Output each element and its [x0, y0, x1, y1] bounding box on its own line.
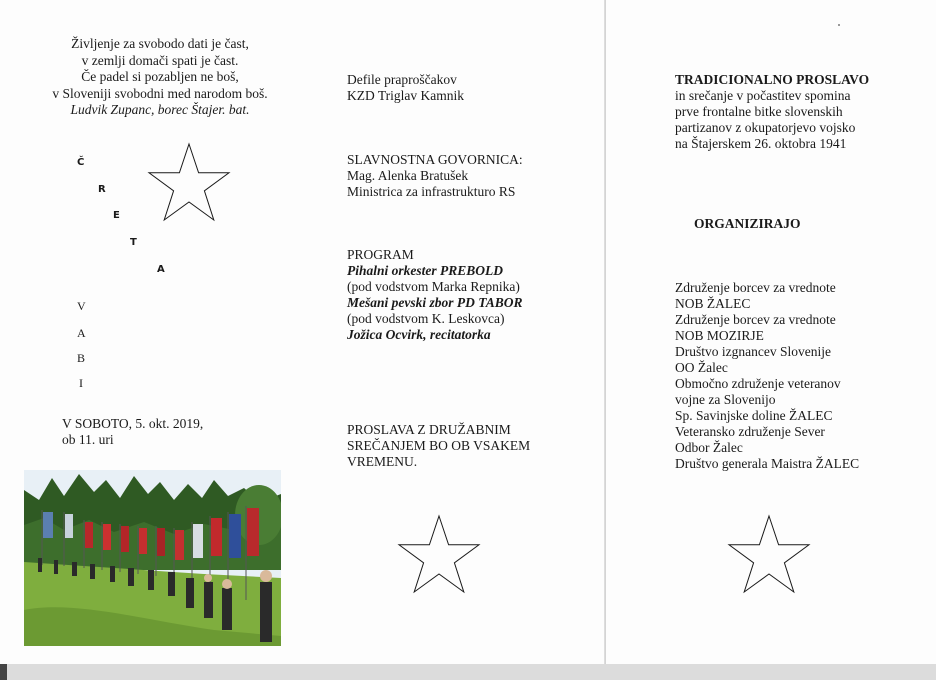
diagonal-letter-e: E: [113, 210, 120, 221]
organizer-line: OO Žalec: [675, 360, 728, 375]
poem-line-2: v zemlji domači spati je čast.: [81, 52, 239, 68]
speaker-heading: SLAVNOSTNA GOVORNICA:: [347, 152, 523, 167]
organizer-line: Združenje borcev za vrednote: [675, 312, 836, 327]
organizer-line: Društvo generala Maistra ŽALEC: [675, 456, 860, 471]
fold-line: [604, 0, 606, 664]
invitation-block: [675, 72, 869, 152]
poem-line-4: v Sloveniji svobodni med narodom boš.: [52, 85, 268, 101]
invitation-line-4: na Štajerskem 26. oktobra 1941: [675, 136, 847, 151]
diagonal-letter-r: R: [98, 184, 106, 195]
event-date: [62, 416, 203, 448]
speaker-name: Mag. Alenka Bratušek: [347, 168, 469, 183]
poem-line-3: Če padel si pozabljen ne boš,: [81, 69, 239, 84]
vertical-letter-b: B: [77, 351, 86, 365]
organizer-line: Združenje borcev za vrednote: [675, 280, 836, 295]
invitation-line-2: prve frontalne bitke slovenskih: [675, 104, 843, 119]
star-icon: [146, 142, 232, 224]
poem-author: Ludvik Zupanc, borec Štajer. bat.: [70, 102, 250, 117]
diagonal-letter-a: A: [157, 264, 165, 275]
speaker-role: Ministrica za infrastrukturo RS: [347, 184, 516, 199]
speck: [838, 24, 840, 26]
vertical-letter-i: I: [79, 376, 83, 390]
speaker-block: [347, 152, 523, 200]
notice-line-1: PROSLAVA Z DRUŽABNIM: [347, 422, 511, 437]
organizer-line: NOB MOZIRJE: [675, 328, 764, 343]
organizers-list: [675, 280, 859, 472]
diagonal-letter-t: T: [130, 237, 137, 248]
star-icon: [726, 514, 812, 596]
organizer-line: Odbor Žalec: [675, 440, 743, 455]
invitation-line-3: partizanov z okupatorjevo vojsko: [675, 120, 856, 135]
ceremony-photo: [24, 470, 281, 646]
weather-notice: [347, 422, 530, 470]
vertical-letter-a: A: [77, 326, 86, 340]
program-heading: PROGRAM: [347, 247, 414, 262]
scan-edge: [0, 664, 936, 680]
invitation-line-1: in srečanje v počastitev spomina: [675, 88, 851, 103]
organizer-line: vojne za Slovenijo: [675, 392, 776, 407]
poem-line-1: Življenje za svobodo dati je čast,: [71, 36, 249, 51]
star-icon: [396, 514, 482, 596]
defile-block: [347, 72, 464, 104]
program-block: [347, 247, 523, 343]
program-item-3: Jožica Ocvirk, recitatorka: [347, 327, 491, 342]
notice-line-2: SREČANJEM BO OB VSAKEM: [347, 438, 531, 453]
notice-line-3: VREMENU.: [347, 454, 418, 469]
organizer-line: NOB ŽALEC: [675, 296, 751, 311]
organizer-line: Sp. Savinjske doline ŽALEC: [675, 408, 833, 423]
vertical-letter-v: V: [77, 299, 86, 313]
poem: [30, 36, 290, 119]
defile-line-1: Defile praproščakov: [347, 72, 457, 87]
program-item-2-note: (pod vodstvom K. Leskovca): [347, 311, 505, 326]
defile-line-2: KZD Triglav Kamnik: [347, 88, 465, 103]
organizer-line: Območno združenje veteranov: [675, 376, 841, 391]
event-date-line-1: V SOBOTO, 5. okt. 2019,: [62, 416, 204, 431]
event-date-line-2: ob 11. uri: [62, 432, 114, 447]
organizer-line: Veteransko združenje Sever: [675, 424, 825, 439]
organizers-heading: ORGANIZIRAJO: [694, 216, 801, 231]
scan-mark: [0, 664, 7, 680]
program-item-1: Pihalni orkester PREBOLD: [347, 263, 504, 278]
invitation-title: TRADICIONALNO PROSLAVO: [675, 72, 870, 87]
program-item-2: Mešani pevski zbor PD TABOR: [347, 295, 523, 310]
diagonal-letter-c: Č: [77, 157, 85, 168]
program-item-1-note: (pod vodstvom Marka Repnika): [347, 279, 520, 294]
organizer-line: Društvo izgnancev Slovenije: [675, 344, 831, 359]
